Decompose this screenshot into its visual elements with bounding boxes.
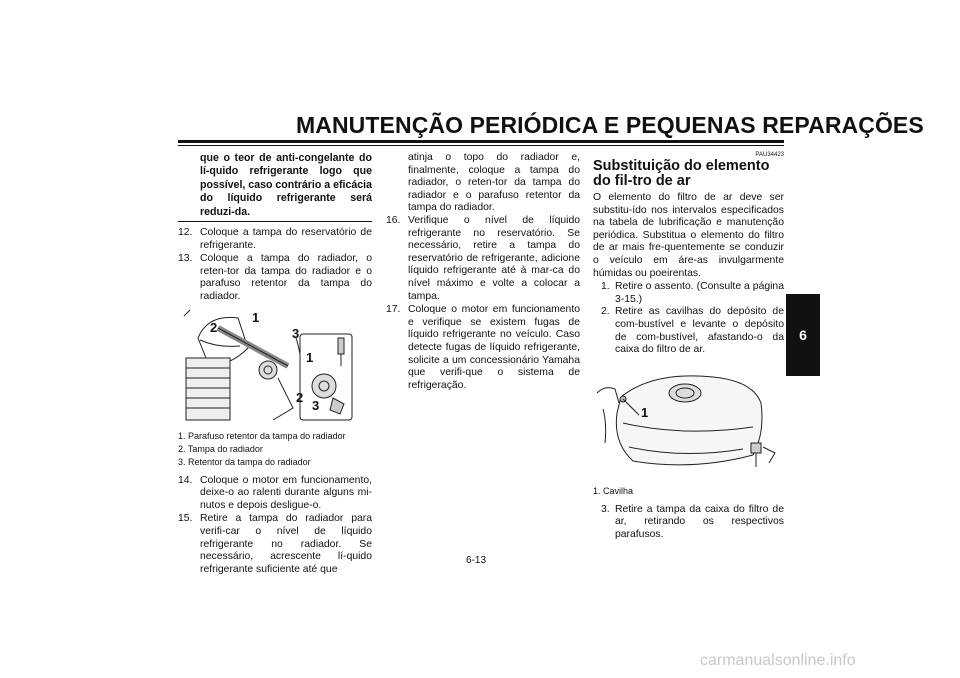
callout-3-detail: 3 [312, 397, 320, 413]
title-rule-thin [178, 145, 784, 146]
callout-1-detail: 1 [306, 349, 314, 365]
fuel-tank-illustration [593, 363, 784, 483]
callout-1: 1 [252, 309, 260, 325]
step-number: 17. [386, 304, 401, 316]
fuel-tank-figure [593, 363, 784, 483]
figure-captions [178, 430, 372, 469]
section-title: Substituição do elemento do fil-tro de ar [593, 158, 770, 189]
radiador-figure [178, 308, 372, 426]
step-number: 3. [601, 503, 610, 515]
step-text: Retire as cavilhas do depósito de com-bustível e levante o depósito de com-bustível, afastando-o da caixa do filtro de ar. [615, 306, 784, 356]
step-3 [593, 504, 784, 542]
caption-1: 1. Parafuso retentor da tampa do radiador [178, 430, 346, 441]
callout-2: 2 [210, 319, 218, 335]
intro-paragraph: O elemento do filtro de ar deve ser substitu-ído nos intervalos especificados na tabela de lubrificação e manutenção periódica. Substitua o elemento do filtro de ar mais fre-quentemente se conduzir o veículo em áre-as invulgarmente húmidas ou poeirentas. [593, 192, 784, 279]
step-number: 13. [178, 253, 193, 265]
step-number: 16. [386, 214, 401, 226]
step-number: 15. [178, 513, 193, 525]
step-text: Coloque o motor em funcionamento e verifique se existem fugas de líquido refrigerante no veículo. Caso detecte fugas de líquido refrigerante, solicite a um concessionário Yamaha que verifi-que o sistema de refrigeração. [408, 304, 580, 391]
column-3 [593, 152, 784, 542]
step-text: Verifique o nível de líquido refrigerante no reservatório. Se necessário, retire a tampa do reservatório de refrigerante, adicione líquido refrigerante até à mar-ca do nível máximo e volte a colocar a tampa. [408, 214, 580, 302]
column-2 [386, 152, 580, 393]
step-text: Retire a tampa da caixa do filtro de ar, retirando os respectivos parafusos. [615, 503, 784, 540]
section-code: PAU34423 [755, 152, 784, 158]
title-rule [178, 140, 784, 143]
column-1 [178, 152, 372, 577]
watermark: carmanualsonline.info [700, 652, 856, 669]
step-15-continuation: atinja o topo do radiador e, finalmente, coloque a tampa do radiador, o reten-tor da tampa do radiador e o parafuso retentor da tampa do radiador. [408, 152, 580, 214]
step-17 [386, 304, 580, 392]
step-text: Coloque a tampa do reservatório de refrigerante. [200, 227, 372, 251]
step-1 [593, 281, 784, 306]
step-number: 12. [178, 227, 193, 239]
page-title: MANUTENÇÃO PERIÓDICA E PEQUENAS REPARAÇÕES [296, 112, 924, 138]
callout-2-detail: 2 [296, 389, 304, 405]
figure-caption: 1. Cavilha [593, 485, 634, 496]
step-16 [386, 215, 580, 303]
step-number: 1. [601, 281, 610, 293]
radiador-illustration [178, 308, 372, 426]
step-text: Coloque a tampa do radiador, o reten-tor da tampa do radiador e o parafuso retentor da tampa do radiador. [200, 253, 372, 302]
warning-rule [178, 221, 372, 222]
warning-continuation: que o teor de anti-congelante do lí-quido refrigerante logo que possível, caso contrário a eficácia do líquido refrigerante será reduzi-da. [200, 152, 372, 218]
step-2 [593, 306, 784, 356]
chapter-tab: 6 [786, 294, 820, 376]
step-text: Retire o assento. (Consulte a página 3-15.) [615, 281, 784, 305]
callout-3: 3 [292, 325, 300, 341]
step-text: Coloque o motor em funcionamento, deixe-o ao ralenti durante alguns mi-nutos e depois desligue-o. [200, 474, 372, 511]
caption-3: 3. Retentor da tampa do radiador [178, 456, 311, 467]
step-number: 2. [601, 306, 610, 318]
step-12 [178, 227, 372, 252]
callout-cavilha: 1 [641, 404, 649, 420]
page-number: 6-13 [466, 555, 487, 566]
step-14 [178, 475, 372, 513]
caption-2: 2. Tampa do radiador [178, 443, 263, 454]
step-number: 14. [178, 474, 193, 486]
step-15 [178, 513, 372, 576]
step-text: Retire a tampa do radiador para verifi-car o nível de líquido refrigerante no radiador. Se necessário, acrescente lí-quido refrigerante suficiente até que [200, 513, 372, 575]
step-13 [178, 253, 372, 303]
